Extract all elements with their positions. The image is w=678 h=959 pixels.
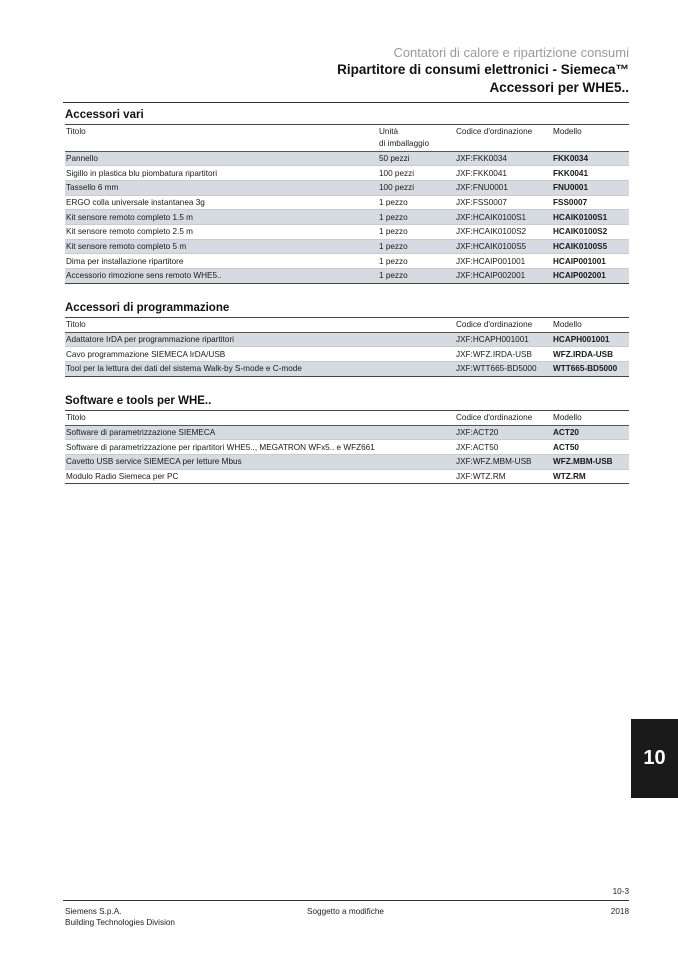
table-row — [65, 425, 629, 440]
table-cell: Software di parametrizzazione SIEMECA — [65, 425, 455, 440]
document-subtitle: Accessori per WHE5.. — [489, 80, 629, 95]
section-software-tools — [65, 393, 629, 484]
table-row — [65, 454, 629, 469]
table-cell: JXF:FKK0034 — [455, 151, 552, 166]
table-cell: JXF:HCAIK0100S2 — [455, 224, 552, 239]
table-row — [65, 224, 629, 239]
column-header: Modello — [552, 411, 629, 425]
table-cell: Cavetto USB service SIEMECA per letture Mbus — [65, 454, 455, 469]
table-row — [65, 195, 629, 210]
division-name: Building Technologies Division — [65, 918, 175, 927]
column-header: Codice d'ordinazione — [455, 411, 552, 425]
column-header: Codice d'ordinazione — [455, 125, 552, 151]
model-cell: HCAIK0100S5 — [552, 239, 629, 254]
document-title: Ripartitore di consumi elettronici - Siemeca™ — [337, 62, 629, 77]
programming-table — [65, 318, 629, 377]
section-heading: Accessori di programmazione — [65, 302, 230, 314]
footer-divider — [63, 900, 629, 901]
table-cell: Cavo programmazione SIEMECA IrDA/USB — [65, 347, 455, 362]
table-cell: JXF:ACT50 — [455, 440, 552, 455]
model-cell: WTZ.RM — [552, 469, 629, 484]
table-row — [65, 269, 629, 284]
table-cell: Pannello — [65, 151, 378, 166]
table-cell: JXF:WFZ.IRDA-USB — [455, 347, 552, 362]
table-cell: Kit sensore remoto completo 2.5 m — [65, 224, 378, 239]
model-cell: FNU0001 — [552, 180, 629, 195]
table-cell: Tool per la lettura dei dati del sistema Walk-by S-mode e C-mode — [65, 361, 455, 376]
table-cell: 100 pezzi — [378, 166, 455, 181]
table-row — [65, 166, 629, 181]
accessories-table — [65, 125, 629, 284]
table-row — [65, 254, 629, 269]
model-cell: FSS0007 — [552, 195, 629, 210]
model-cell: HCAIK0100S2 — [552, 224, 629, 239]
section-heading: Accessori vari — [65, 109, 144, 121]
table-cell: JXF:WFZ.MBM-USB — [455, 454, 552, 469]
section-heading: Software e tools per WHE.. — [65, 395, 212, 407]
table-cell: 1 pezzo — [378, 269, 455, 284]
page-header — [337, 44, 629, 97]
table-cell: ERGO colla universale instantanea 3g — [65, 195, 378, 210]
table-cell: Software di parametrizzazione per ripartitori WHE5.., MEGATRON WFx5.. e WFZ661 — [65, 440, 455, 455]
column-header: Unità di imballaggio — [378, 125, 455, 151]
model-cell: FKK0034 — [552, 151, 629, 166]
footer-note: Soggetto a modifiche — [307, 907, 384, 916]
column-header: Modello — [552, 318, 629, 332]
table-cell: 1 pezzo — [378, 224, 455, 239]
table-row — [65, 210, 629, 225]
table-cell: JXF:WTZ.RM — [455, 469, 552, 484]
table-cell: JXF:FSS0007 — [455, 195, 552, 210]
table-cell: Sigillo in plastica blu piombatura ripartitori — [65, 166, 378, 181]
column-header: Titolo — [65, 318, 455, 332]
column-header: Titolo — [65, 411, 455, 425]
company-name: Siemens S.p.A. — [65, 907, 122, 916]
table-row — [65, 347, 629, 362]
header-divider — [63, 102, 629, 103]
table-cell: 1 pezzo — [378, 195, 455, 210]
model-cell: HCAIK0100S1 — [552, 210, 629, 225]
table-cell: Adattatore IrDA per programmazione ripartitori — [65, 332, 455, 347]
table-row — [65, 469, 629, 484]
table-cell: JXF:HCAPH001001 — [455, 332, 552, 347]
table-cell: 1 pezzo — [378, 239, 455, 254]
category-title: Contatori di calore e ripartizione consumi — [393, 45, 629, 60]
model-cell: WFZ.MBM-USB — [552, 454, 629, 469]
table-cell: JXF:WTT665-BD5000 — [455, 361, 552, 376]
column-header: Titolo — [65, 125, 378, 151]
section-accessori-programmazione — [65, 300, 629, 377]
table-cell: Kit sensore remoto completo 1.5 m — [65, 210, 378, 225]
column-header: Modello — [552, 125, 629, 151]
model-cell: FKK0041 — [552, 166, 629, 181]
table-cell: 1 pezzo — [378, 210, 455, 225]
table-cell: JXF:HCAIP001001 — [455, 254, 552, 269]
footer-company — [65, 906, 175, 928]
table-cell: Accessorio rimozione sens remoto WHE5.. — [65, 269, 378, 284]
model-cell: HCAPH001001 — [552, 332, 629, 347]
table-cell: JXF:FNU0001 — [455, 180, 552, 195]
table-cell: 1 pezzo — [378, 254, 455, 269]
table-row — [65, 151, 629, 166]
footer-year: 2018 — [610, 907, 629, 916]
table-cell: 50 pezzi — [378, 151, 455, 166]
page-number: 10-3 — [612, 887, 629, 896]
table-cell: JXF:HCAIK0100S5 — [455, 239, 552, 254]
table-row — [65, 332, 629, 347]
model-cell: HCAIP001001 — [552, 254, 629, 269]
table-cell: 100 pezzi — [378, 180, 455, 195]
table-row — [65, 180, 629, 195]
model-cell: ACT20 — [552, 425, 629, 440]
table-cell: Tassello 6 mm — [65, 180, 378, 195]
model-cell: WTT665-BD5000 — [552, 361, 629, 376]
chapter-tab: 10 — [631, 719, 678, 798]
model-cell: WFZ.IRDA-USB — [552, 347, 629, 362]
model-cell: HCAIP002001 — [552, 269, 629, 284]
table-cell: JXF:ACT20 — [455, 425, 552, 440]
model-cell: ACT50 — [552, 440, 629, 455]
software-table — [65, 411, 629, 484]
table-cell: Kit sensore remoto completo 5 m — [65, 239, 378, 254]
table-row — [65, 440, 629, 455]
table-row — [65, 361, 629, 376]
table-row — [65, 239, 629, 254]
section-accessori-vari — [65, 107, 629, 284]
table-cell: Modulo Radio Siemeca per PC — [65, 469, 455, 484]
column-header: Codice d'ordinazione — [455, 318, 552, 332]
table-cell: JXF:HCAIK0100S1 — [455, 210, 552, 225]
table-cell: JXF:HCAIP002001 — [455, 269, 552, 284]
table-cell: JXF:FKK0041 — [455, 166, 552, 181]
table-cell: Dima per installazione ripartitore — [65, 254, 378, 269]
